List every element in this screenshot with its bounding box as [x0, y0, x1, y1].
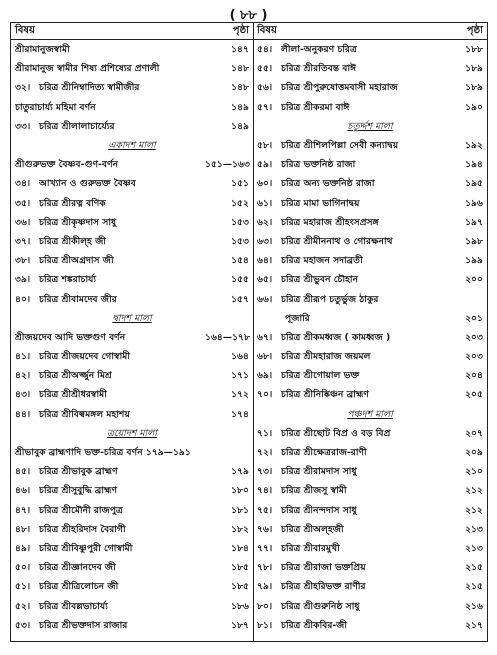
toc-entry: [11, 462, 253, 481]
toc-entry: [253, 501, 487, 520]
entry-number: ৪৪।: [15, 408, 31, 420]
entry-page: ১৯২: [465, 140, 483, 152]
entry-number: ৪৭।: [15, 504, 31, 516]
entry-page: ১৭৪: [231, 408, 249, 420]
entry-page: ১৭২: [231, 389, 249, 401]
entry-page: ১৯৫: [465, 178, 483, 190]
toc-entry: [11, 385, 253, 404]
entry-number: ৬৩।: [257, 235, 273, 247]
entry-page: ২১৭: [465, 619, 483, 631]
toc-entry: [11, 501, 253, 520]
toc-entry: [253, 213, 487, 232]
entry-number: ৩৪।: [15, 178, 31, 190]
entry-number: ৪০।: [15, 293, 31, 305]
toc-entry: [253, 194, 487, 213]
entry-page: ২০৫: [465, 389, 483, 401]
entry-number: ৩৫।: [15, 197, 31, 209]
entry-title: চরিত্র শ্রীছোট বিপ্র ও বড় বিপ্র: [281, 427, 391, 439]
entry-title: চরিত্র অন্য ভক্তনিষ্ঠ রাজা: [281, 178, 375, 190]
entry-title: চরিত্র শ্রীনন্দদাস সাধু: [281, 504, 357, 516]
entry-number: ৩৬।: [15, 216, 31, 228]
entry-number: ৩৮।: [15, 255, 31, 267]
section-heading: দ্বাদশ মালা: [112, 312, 152, 324]
entry-page: ১৫১—১৬৩: [205, 159, 250, 171]
section-heading: চতুর্দ্দশ মালা: [347, 120, 393, 132]
entry-page: ২১৩: [465, 523, 483, 535]
entry-number: ৬১।: [257, 197, 273, 209]
toc-entry: [11, 481, 253, 500]
toc-entry: [11, 174, 253, 193]
entry-title: চরিত্র মহারাজ শ্রীহংসপ্রসঙ্গ: [281, 216, 379, 228]
entry-number: ৬০।: [257, 178, 273, 190]
entry-page: ২১৬: [465, 600, 483, 612]
toc-entry: [253, 539, 487, 558]
entry-number: ৫৫।: [257, 63, 273, 75]
entry-page: ১৪৯: [231, 101, 249, 113]
entry-title: চরিত্র শ্রীনিম্বাদিত্য স্বামীজীর: [39, 82, 140, 94]
entry-title: চরিত্র শ্রীভক্তদাস রাজার: [39, 619, 128, 631]
entry-page: ১৫৫: [231, 274, 249, 286]
entry-page: ১৫৭: [231, 293, 249, 305]
entry-title: চরিত্র শ্রীবামদেব জীর: [39, 293, 117, 305]
entry-title: আখ্যান ও গুরুভক্ত বৈষ্ণব: [39, 178, 136, 190]
entry-page: ২০০: [465, 274, 483, 286]
entry-page: ২০৪: [465, 370, 483, 382]
toc-entry: [253, 558, 487, 577]
entry-page: ১৯৬: [465, 197, 483, 209]
entry-title: চরিত্র শ্রীজ্ঞানদেব জী: [39, 562, 116, 574]
entry-title: চরিত্র মহাজন সদাব্রতী: [281, 255, 363, 267]
toc-entry: [11, 40, 253, 59]
entry-page: ১৫১: [231, 178, 249, 190]
entry-number: ৫১।: [15, 581, 31, 593]
entry-title: চরিত্র শ্রীভাবুক ব্রাহ্মণ: [39, 466, 118, 478]
entry-number: ৪৯।: [15, 542, 31, 554]
toc-entry: [11, 213, 253, 232]
entry-number: ৫৮।: [257, 140, 273, 152]
toc-entry: [11, 366, 253, 385]
entry-title: চরিত্র শ্রীপুরুষোত্তমবাসী মহারাজ: [281, 82, 398, 94]
entry-number: ৫৭।: [257, 101, 273, 113]
entry-page: ১৭৯: [231, 466, 249, 478]
toc-entry: [11, 558, 253, 577]
entry-number: ৭১।: [257, 427, 273, 439]
entry-title: চরিত্র শ্রীসুবুদ্ধি ব্রাহ্মণ: [39, 485, 118, 497]
toc-right-column: [253, 23, 487, 641]
entry-number: ৬৮।: [257, 351, 273, 363]
subject-header: বিষয়: [257, 24, 277, 36]
entry-number: ৫৪।: [257, 44, 273, 56]
entry-title: চরিত্র শ্রীঅর্জ্জুন মিশ্র: [39, 370, 112, 382]
entry-page: ২১২: [465, 485, 483, 497]
entry-page: ২০৭: [465, 427, 483, 439]
entry-number: ৮১।: [257, 619, 273, 631]
entry-page: ১৮০: [231, 485, 249, 497]
entry-page: ১৯৮: [465, 235, 483, 247]
entry-title: চরিত্র শ্রীকরমা বাঈ: [281, 101, 350, 113]
toc-entry: [253, 366, 487, 385]
entry-number: ৬৭।: [257, 331, 273, 343]
toc-entry: [253, 462, 487, 481]
toc-entry: [11, 347, 253, 366]
entry-title: চরিত্র শ্রীশিলপিল্লা সেবী কন্যাদ্বয়: [281, 140, 399, 152]
toc-entry: [253, 251, 487, 270]
entry-title: চরিত্র শ্রীজসু স্বামী: [281, 485, 347, 497]
entry-number: ৫০।: [15, 562, 31, 574]
entry-page: ১৮১: [231, 504, 249, 516]
entry-page: ১৮৮: [465, 44, 483, 56]
entry-number: ৭৭।: [257, 542, 273, 554]
toc-entry: [11, 328, 253, 347]
entry-page: ১৪৮: [231, 82, 249, 94]
entry-number: ৭০।: [257, 389, 273, 401]
entry-page: ১৯৯: [465, 255, 483, 267]
toc-entry: [11, 539, 253, 558]
entry-title: শ্রীগুরুভক্ত বৈষ্ণব-গুণ-বর্ণন: [15, 159, 119, 171]
toc-entry: [11, 194, 253, 213]
toc-entry: [253, 347, 487, 366]
entry-page: ১৬৪—১৭৮: [205, 331, 250, 343]
entry-page: ১৮৯: [465, 82, 483, 94]
entry-page: ১৯৭: [465, 216, 483, 228]
toc-entry: [11, 520, 253, 539]
entry-title: শ্রীরামানুজস্বামী: [15, 44, 70, 56]
entry-page: ১৬৪: [231, 351, 249, 363]
entry-title: চরিত্র শ্রীজয়দেব গোস্বামী: [39, 351, 131, 363]
toc-entry: [11, 616, 253, 635]
entry-number: ৫৯।: [257, 159, 273, 171]
entry-number: ৪২।: [15, 370, 31, 382]
entry-page: ১৫২: [231, 197, 249, 209]
entry-page: ১৯৪: [465, 159, 483, 171]
toc-entry: [253, 577, 487, 596]
toc-entry: [253, 270, 487, 289]
toc-entry: [11, 59, 253, 78]
entry-number: ৪৫।: [15, 466, 31, 478]
toc-entry: [11, 405, 253, 424]
toc-entry: [11, 270, 253, 289]
entry-page: ২০৯: [465, 447, 483, 459]
toc-entry: [253, 78, 487, 97]
toc-entry: [11, 232, 253, 251]
entry-page: ২১৩: [465, 542, 483, 554]
entry-page: ২০১: [465, 312, 483, 324]
toc-header-left: [11, 23, 253, 40]
entry-title: চরিত্র শ্রীগোয়াল ভক্ত: [281, 370, 360, 382]
entry-page: ১৮৬: [231, 600, 249, 612]
entry-number: ৫৩।: [15, 619, 31, 631]
entry-number: ৬৬।: [257, 293, 273, 305]
entry-number: ৭৬।: [257, 523, 273, 535]
entry-number: ৪৬।: [15, 485, 31, 497]
entry-number: ৭৩।: [257, 466, 273, 478]
toc-entry: [253, 443, 487, 462]
page-number: ( ৮৮ ): [229, 8, 268, 23]
entry-title: চরিত্র শ্রীরাজা ভক্তপ্রিয়: [281, 562, 366, 574]
entry-title: চরিত্র শ্রীঅল্হজী: [281, 523, 344, 535]
entry-title: চরিত্র মামা ভাগিনাদ্বয়: [281, 197, 360, 209]
toc-entry: [253, 385, 487, 404]
entry-title: চরিত্র শ্রীরামদাস সাধু: [281, 466, 357, 478]
entry-number: ৬৯।: [257, 370, 273, 382]
page-header: পৃষ্ঠা: [232, 24, 249, 36]
entry-page: ১৮৫: [231, 581, 249, 593]
toc-entry: [11, 596, 253, 615]
toc-entry: [253, 232, 487, 251]
entry-number: ৭৮।: [257, 562, 273, 574]
entry-title: চরিত্র শ্রীশ্রীধরস্বামী: [39, 389, 107, 401]
entry-title: চরিত্র শ্রীবল্লভাচার্য্য: [39, 600, 108, 612]
toc-entry: [253, 424, 487, 443]
section-heading: ত্রয়োদশ মালা: [107, 427, 157, 439]
page-header: পৃষ্ঠা: [466, 24, 483, 36]
entry-title: চরিত্র শ্রীকৃষ্ণদাস সাধু: [39, 216, 117, 228]
toc-entry: [253, 174, 487, 193]
entry-title: চরিত্র শ্রীমহারাজ জয়মল: [281, 351, 371, 363]
entry-title: চাতুরাচার্য্য মহিমা বর্ণন: [15, 101, 96, 113]
entry-page: ১৮২: [231, 523, 249, 535]
entry-page: ২১০: [465, 466, 483, 478]
entry-title: চরিত্র শ্রীকীল্হ জী: [39, 235, 106, 247]
entry-number: ৪৩।: [15, 389, 31, 401]
entry-page: ১৮৯: [465, 63, 483, 75]
entry-title: পূজারি: [285, 312, 310, 324]
entry-number: ৩৩।: [15, 120, 31, 132]
entry-title: চরিত্র শ্রীক্ষেত্ররাজ-রাণী: [281, 447, 367, 459]
entry-number: ৭৪।: [257, 485, 273, 497]
entry-title: শ্রীজয়দেব আদি ভক্তগুণ বর্ণন: [15, 331, 126, 343]
section-heading: পঞ্চদশ মালা: [347, 408, 393, 420]
toc-header-right: [253, 23, 487, 40]
toc-entry: [253, 616, 487, 635]
toc-entry: [253, 289, 487, 308]
entry-number: ৩২।: [15, 82, 31, 94]
entry-title: চরিত্র শ্রীলালাচার্য্যের: [39, 120, 115, 132]
entry-title: চরিত্র শ্রীহরিদাস বৈরাগী: [39, 523, 126, 535]
entry-page: ২১৫: [465, 581, 483, 593]
entry-title: চরিত্র শ্রীরত্ন বণিক: [39, 197, 106, 209]
entry-number: ৪১।: [15, 351, 31, 363]
toc-entry: [253, 596, 487, 615]
toc-left-rows: [11, 40, 253, 635]
entry-page: ২১৫: [465, 562, 483, 574]
entry-title: লীলা-অনুকরণ চরিত্র: [281, 44, 357, 56]
entry-page: ১৪৮: [231, 63, 249, 75]
toc-entry: [253, 98, 487, 117]
entry-title: চরিত্র শ্রীভুবন চৌহান: [281, 274, 359, 286]
entry-title: চরিত্র শ্রীকমধ্বজ ( কামধ্বজ ): [281, 331, 391, 343]
entry-title: চরিত্র শ্রীবিষ্ণুপুরী গোস্বামী: [39, 542, 133, 554]
entry-title: চরিত্র শ্রীবিল্বমঙ্গল মহাশয়: [39, 408, 130, 420]
toc-entry: [253, 481, 487, 500]
entry-page: ১৭১: [231, 370, 249, 382]
toc-entry: [11, 251, 253, 270]
toc-entry: [253, 40, 487, 59]
entry-title: চরিত্র শ্রীকবির-জী: [281, 619, 348, 631]
toc-left-column: [11, 23, 254, 641]
toc-entry: [11, 98, 253, 117]
entry-page: ২০৩: [465, 331, 483, 343]
entry-page: ১৫৩: [231, 216, 249, 228]
entry-page: ১৮৫: [231, 562, 249, 574]
entry-number: ৪৮।: [15, 523, 31, 535]
entry-number: ৫২।: [15, 600, 31, 612]
entry-page: ২১২: [465, 504, 483, 516]
entry-page: ১৮৭: [231, 619, 249, 631]
entry-number: ৬৪।: [257, 255, 273, 267]
entry-number: ৭২।: [257, 447, 273, 459]
toc-entry: [253, 520, 487, 539]
entry-title: চরিত্র শ্রীরতিবন্ত বাঈ: [281, 63, 357, 75]
entry-title: চরিত্র শ্রীমীননাথ ও গোরক্ষনাথ: [281, 235, 393, 247]
entry-number: ৩৯।: [15, 274, 31, 286]
entry-page: ১৪৯: [231, 120, 249, 132]
entry-page: ১৮৪: [231, 542, 249, 554]
entry-title: চরিত্র শ্রীনিষ্কিঞ্চন ব্রাহ্মণ: [281, 389, 369, 401]
section-heading: একাদশ মালা: [108, 140, 156, 152]
entry-title: শ্রীরামানুজ স্বামীর শিষ্য প্রশিষ্যের প্রণালী: [15, 63, 160, 75]
entry-page: ১৯০: [465, 101, 483, 113]
entry-page: ১৪৭: [231, 44, 249, 56]
toc-entry: [253, 328, 487, 347]
entry-title: চরিত্র শ্রীঅগ্রদাস জী: [39, 255, 114, 267]
toc-entry: [253, 155, 487, 174]
entry-page: ১৫৩: [231, 235, 249, 247]
entry-title: চরিত্র শঙ্করাচার্য্য: [39, 274, 97, 286]
entry-page: ২০৩: [465, 351, 483, 363]
entry-number: ৮০।: [257, 600, 273, 612]
subject-header: বিষয়: [15, 24, 35, 36]
toc-right-rows: [253, 40, 487, 635]
entry-number: ৫৬।: [257, 82, 273, 94]
toc-entry: [253, 309, 487, 328]
entry-title: চরিত্র শ্রীরূপ চতুর্ভুজ ঠাকুর: [281, 293, 379, 305]
toc-entry: [11, 577, 253, 596]
entry-title: চরিত্র ভক্তনিষ্ঠ রাজা: [281, 159, 356, 171]
toc-entry: [11, 78, 253, 97]
entry-title: চরিত্র শ্রীগুরুনিষ্ঠ সাধু: [281, 600, 360, 612]
entry-title: চরিত্র শ্রীত্রিলোচন জী: [39, 581, 119, 593]
entry-title: চরিত্র শ্রীহরিভক্ত রাণীর: [281, 581, 366, 593]
entry-title: চরিত্র শ্রীমৌনী রাজপুত্র: [39, 504, 123, 516]
entry-number: ৬৫।: [257, 274, 273, 286]
toc-entry: [253, 136, 487, 155]
entry-number: ৭৯।: [257, 581, 273, 593]
entry-number: ৭৫।: [257, 504, 273, 516]
entry-title: চরিত্র শ্রীবারমুখী: [281, 542, 340, 554]
entry-number: ৩৭।: [15, 235, 31, 247]
toc-entry: [11, 155, 253, 174]
table-of-contents: [10, 22, 488, 642]
entry-title: শ্রীভাবুক ব্রাহ্মণাদি ভক্ত-চরিত্র বর্ণন ১৭৯—১৯১: [15, 447, 191, 459]
toc-entry: [253, 59, 487, 78]
entry-number: ৬২।: [257, 216, 273, 228]
toc-entry: [11, 289, 253, 308]
toc-entry: [11, 443, 253, 462]
entry-page: ১৫৪: [231, 255, 249, 267]
toc-entry: [11, 117, 253, 136]
